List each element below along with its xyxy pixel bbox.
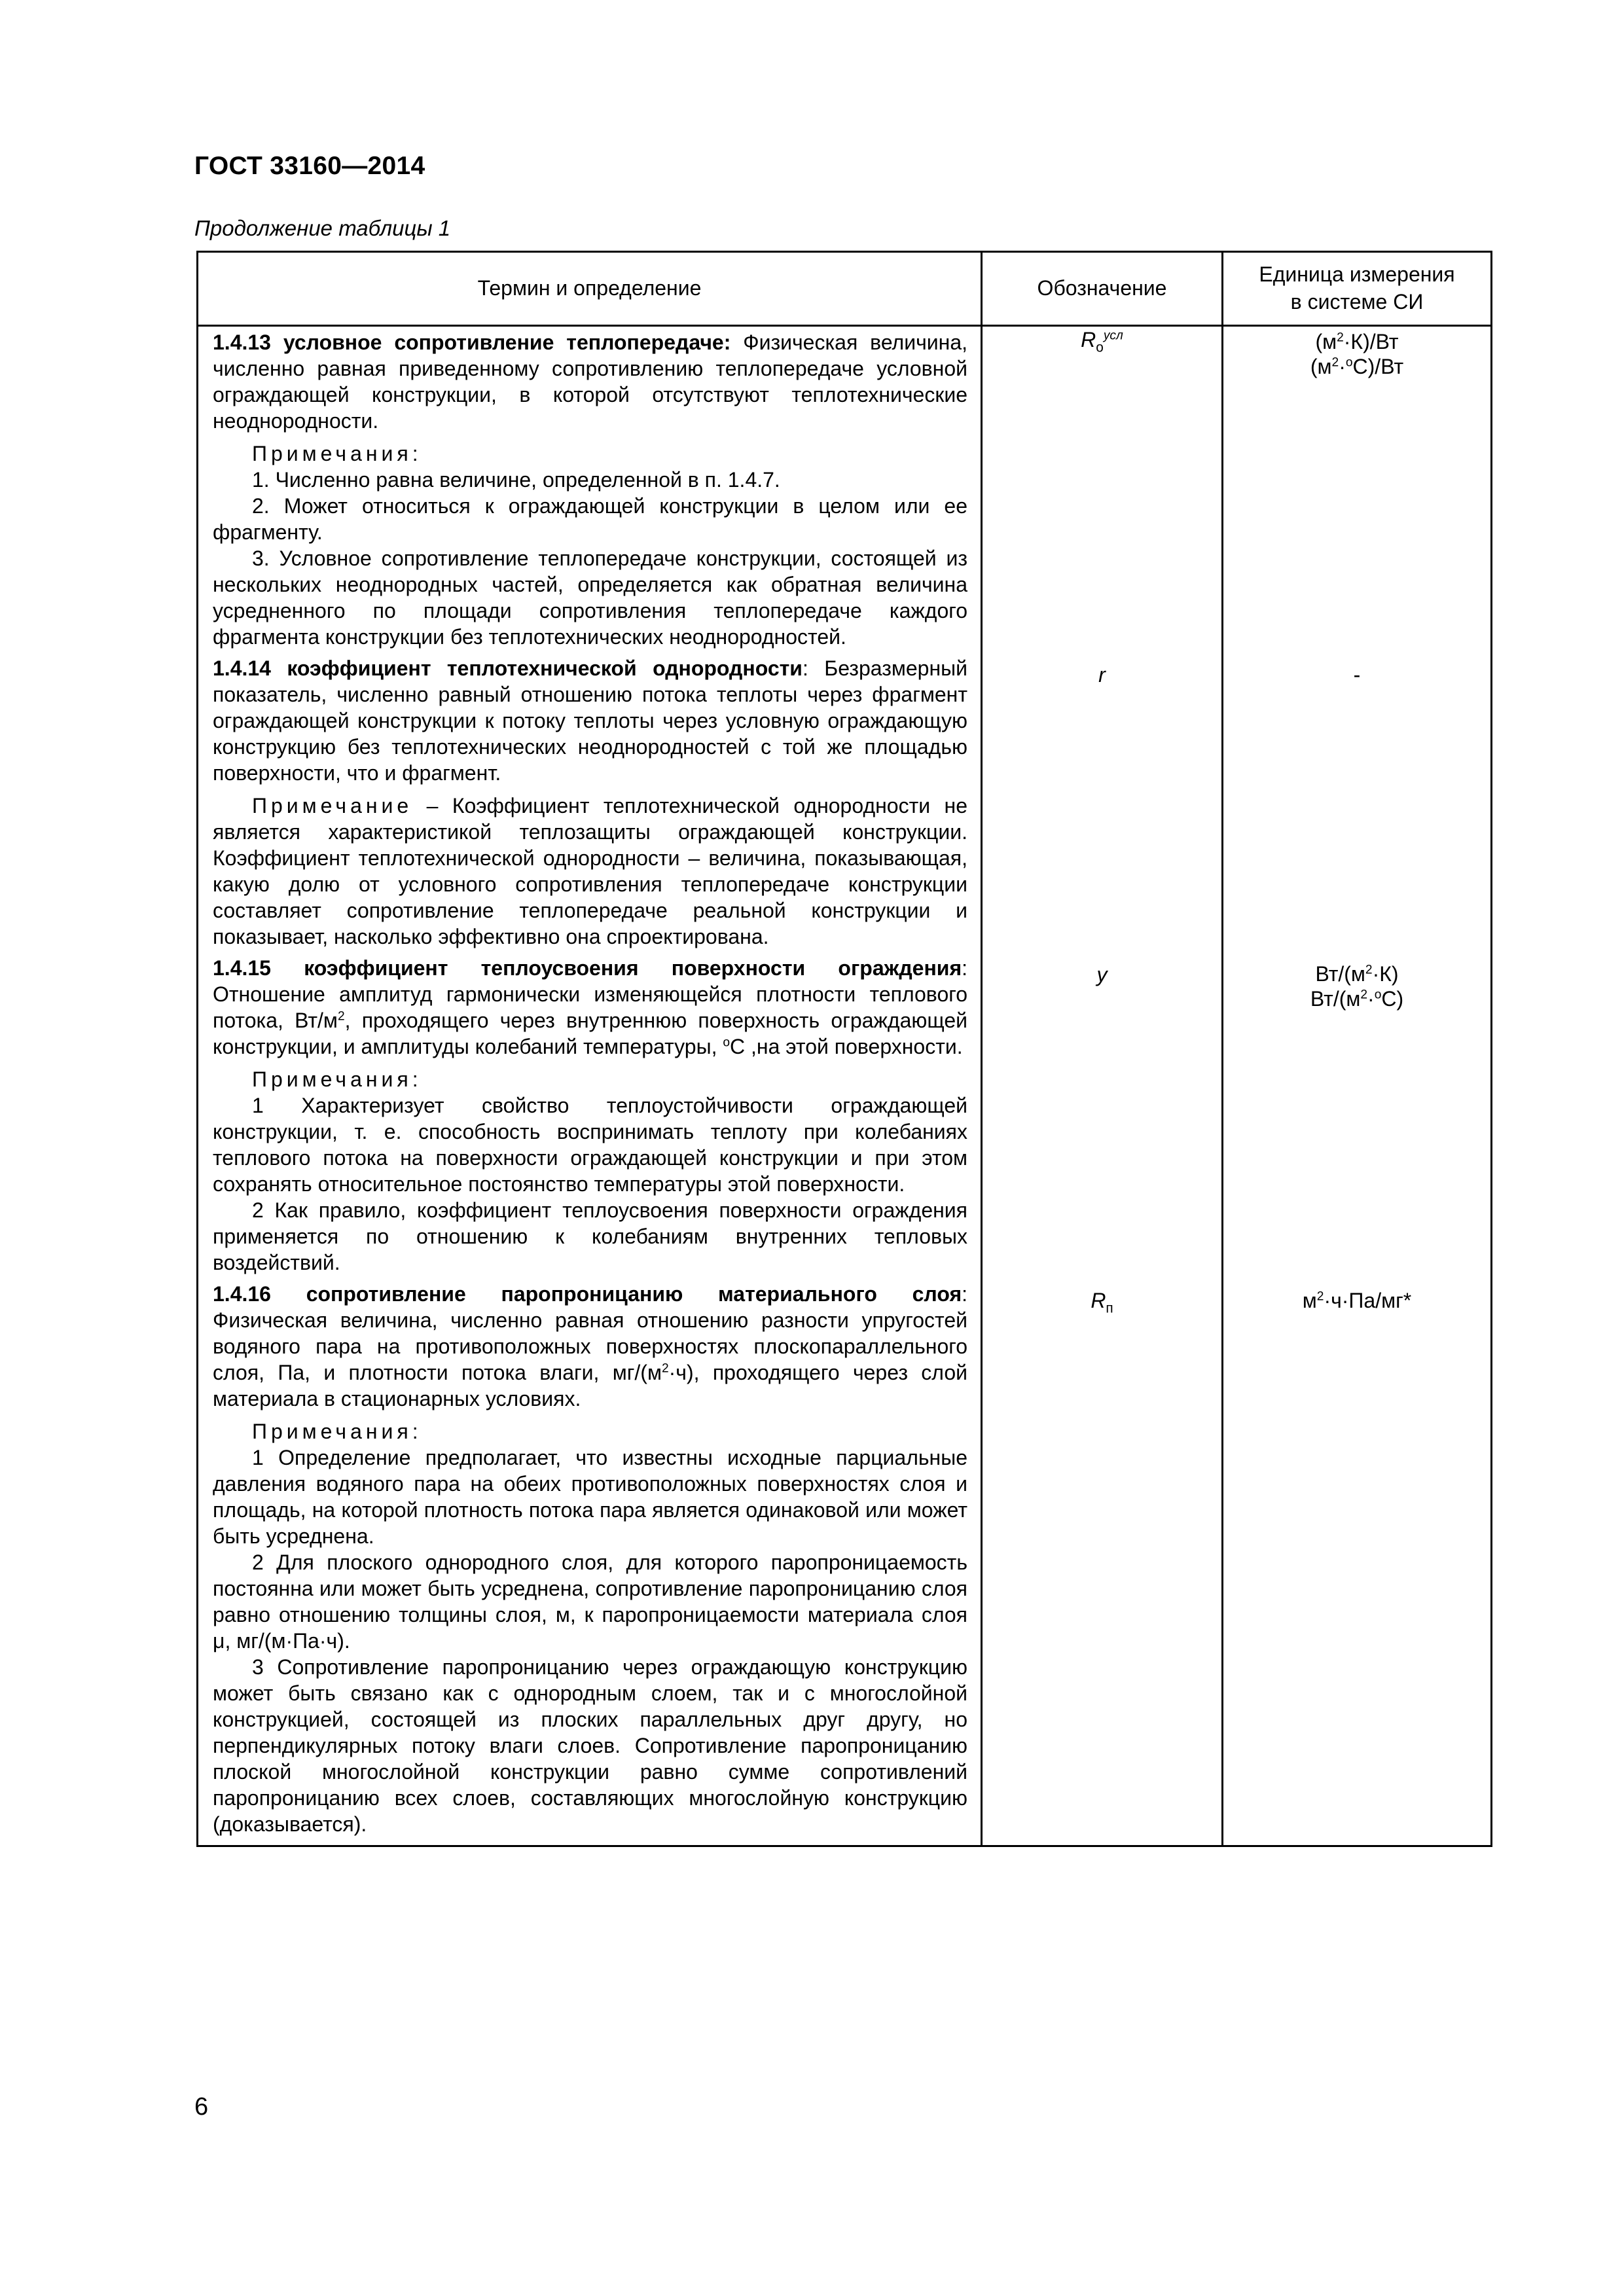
table-row <box>198 326 1492 656</box>
symbol: r <box>1098 663 1106 687</box>
note-3: 3. Условное сопротивление теплопередаче конструкции, состоящей из нескольких неоднородных частей, определяется как обратная величина усредненного по площади сопротивления теплопередаче каждого фрагмента конструкции без теплотехнических неоднородностей. <box>213 547 967 649</box>
term-cell-1413 <box>198 326 982 656</box>
term-number: 1.4.13 <box>213 331 271 354</box>
superscript: 2 <box>661 1361 669 1376</box>
definition-1415 <box>213 955 967 1060</box>
term-name: сопротивление паропроницанию материального слоя <box>306 1282 962 1306</box>
unit-text: ·К)/Вт <box>1343 330 1399 353</box>
unit-cell-1414 <box>1223 655 1492 955</box>
symbol-superscript: усл <box>1103 329 1123 343</box>
superscript: 2 <box>337 1009 345 1024</box>
term-definition: С ,на этой поверхности. <box>730 1035 963 1058</box>
unit-superscript: 2 <box>1331 355 1339 370</box>
note-heading: Примечание <box>252 794 413 817</box>
unit-text: С) <box>1381 987 1404 1011</box>
unit-cell-1416 <box>1223 1281 1492 1846</box>
unit-text: · <box>1367 987 1375 1011</box>
unit-superscript: 2 <box>1360 988 1368 1002</box>
term-name: коэффициент теплоусвоения поверхности ограждения <box>304 956 962 980</box>
symbol: y <box>1096 963 1108 986</box>
notes-heading: Примечания: <box>252 1067 422 1091</box>
table-continuation-caption: Продолжение таблицы 1 <box>194 216 451 240</box>
unit-text: - <box>1353 663 1361 687</box>
unit-superscript: o <box>1374 988 1382 1002</box>
table-row <box>198 655 1492 955</box>
notes-heading: Примечания: <box>252 442 422 465</box>
note-2: 2 Для плоского однородного слоя, для которого паропроницаемость постоянна или может быть усреднена, сопротивление паропроницанию слоя равно отношению толщины слоя, м, к паропроницаемости материала слоя μ, мг/(м·Па·ч). <box>213 1551 967 1653</box>
table-row <box>198 1281 1492 1846</box>
term-cell-1415 <box>198 955 982 1281</box>
term-name: коэффициент теплотехнической однородности <box>287 656 803 680</box>
term-cell-1414 <box>198 655 982 955</box>
column-header-term: Термин и определение <box>198 252 982 326</box>
term-cell-1416 <box>198 1281 982 1846</box>
note-text: – Коэффициент теплотехнической однородности не является характеристикой теплозащиты ограждающей конструкции. Коэффициент теплотехнической однородности – величина, показывающая, какую долю от условного сопротивления теплопередаче конструкции составляет сопротивление теплопередаче реальной конструкции и показывает, насколько эффективно она спроектирована. <box>213 794 967 948</box>
superscript: o <box>723 1035 731 1050</box>
symbol-cell-1414 <box>982 655 1223 955</box>
unit-text: м <box>1302 1289 1317 1312</box>
terms-table <box>196 251 1492 1847</box>
unit-superscript: 2 <box>1337 331 1344 345</box>
term-definition: : Физическая величина, численно равная отношению разности упругостей водяного пара на противоположных поверхностях плоскопараллельного слоя, Па, и плотности потока влаги, мг/(м <box>213 1282 968 1384</box>
unit-text: (м <box>1315 330 1337 353</box>
symbol-cell-1415 <box>982 955 1223 1281</box>
symbol-subscript: o <box>1096 340 1104 355</box>
unit-cell-1413 <box>1223 326 1492 656</box>
unit-text: ·ч·Па/мг* <box>1324 1289 1412 1312</box>
column-header-unit <box>1223 252 1492 326</box>
definition-1413 <box>213 329 967 434</box>
term-number: 1.4.14 <box>213 656 271 680</box>
column-header-unit-line2: в системе СИ <box>1290 290 1424 314</box>
document-header: ГОСТ 33160—2014 <box>194 152 425 180</box>
table-header-row <box>198 252 1492 326</box>
note-1: 1 Характеризует свойство теплоустойчивости ограждающей конструкции, т. е. способность воспринимать теплоту при колебаниях теплового потока на поверхности ограждающей конструкции и при этом сохранять относительное постоянство температуры этой поверхности. <box>213 1094 967 1196</box>
term-name: условное сопротивление теплопередаче: <box>283 331 731 354</box>
note-1: 1. Численно равна величине, определенной в п. 1.4.7. <box>252 468 780 492</box>
term-number: 1.4.16 <box>213 1282 271 1306</box>
term-definition: Физическая величина, численно равная приведенному сопротивлению теплопередаче условной ограждающей конструкции, в которой отсутствуют теплотехнические неоднородности. <box>213 331 968 433</box>
definition-1414 <box>213 655 967 786</box>
term-definition: : Безразмерный показатель, численно равный отношению потока теплоты через фрагмент ограждающей конструкции к потоку теплоты через условную ограждающую конструкцию без теплотехнических неоднородностей с той же площадью поверхности, что и фрагмент. <box>213 656 967 785</box>
unit-superscript: 2 <box>1316 1289 1324 1304</box>
note-2: 2 Как правило, коэффициент теплоусвоения поверхности ограждения применяется по отношению к колебаниям внутренних тепловых воздействий. <box>213 1198 967 1274</box>
column-header-symbol: Обозначение <box>982 252 1223 326</box>
unit-superscript: 2 <box>1365 963 1373 977</box>
page-number: 6 <box>194 2093 209 2121</box>
symbol-base: R <box>1091 1289 1106 1312</box>
unit-cell-1415 <box>1223 955 1492 1281</box>
unit-text: С)/Вт <box>1352 355 1404 379</box>
term-definition: : Отношение амплитуд гармонически изменяющейся плотности теплового потока, Вт/м <box>213 956 968 1032</box>
unit-text: Вт/(м <box>1310 987 1361 1011</box>
unit-text: · <box>1339 355 1346 379</box>
note-1 <box>213 793 967 950</box>
term-definition: , проходящего через внутреннюю поверхность ограждающей конструкции, и амплитуды колебаний температуры, <box>213 1009 968 1058</box>
symbol-cell-1416 <box>982 1281 1223 1846</box>
table-row <box>198 955 1492 1281</box>
symbol-base: R <box>1081 328 1096 351</box>
notes-heading: Примечания: <box>252 1420 422 1443</box>
note-3: 3 Сопротивление паропроницанию через ограждающую конструкцию может быть связано как с однородным слоем, так и с многослойной конструкцией, состоящей из плоских параллельных друг другу, но перпендикулярных потоку влаги слоев. Сопротивление паропроницанию плоской многослойной конструкции равно сумме сопротивлений паропроницанию всех слоев, составляющих многослойную конструкцию (доказывается). <box>213 1655 967 1836</box>
unit-text: Вт/(м <box>1315 962 1365 986</box>
unit-text: ·К) <box>1372 962 1399 986</box>
symbol-subscript: п <box>1106 1300 1113 1316</box>
term-definition: ·ч), проходящего через слой материала в стационарных условиях. <box>213 1361 968 1410</box>
definition-1416 <box>213 1281 967 1412</box>
unit-text: (м <box>1310 355 1332 379</box>
column-header-unit-line1: Единица измерения <box>1259 262 1455 287</box>
note-2: 2. Может относиться к ограждающей конструкции в целом или ее фрагменту. <box>213 494 967 544</box>
symbol-cell-1413 <box>982 326 1223 656</box>
term-number: 1.4.15 <box>213 956 271 980</box>
unit-superscript: o <box>1345 355 1353 370</box>
note-1: 1 Определение предполагает, что известны исходные парциальные давления водяного пара на обеих противоположных поверхностях слоя и площадь, на которой плотность потока пара является одинаковой или может быть усреднена. <box>213 1446 967 1548</box>
